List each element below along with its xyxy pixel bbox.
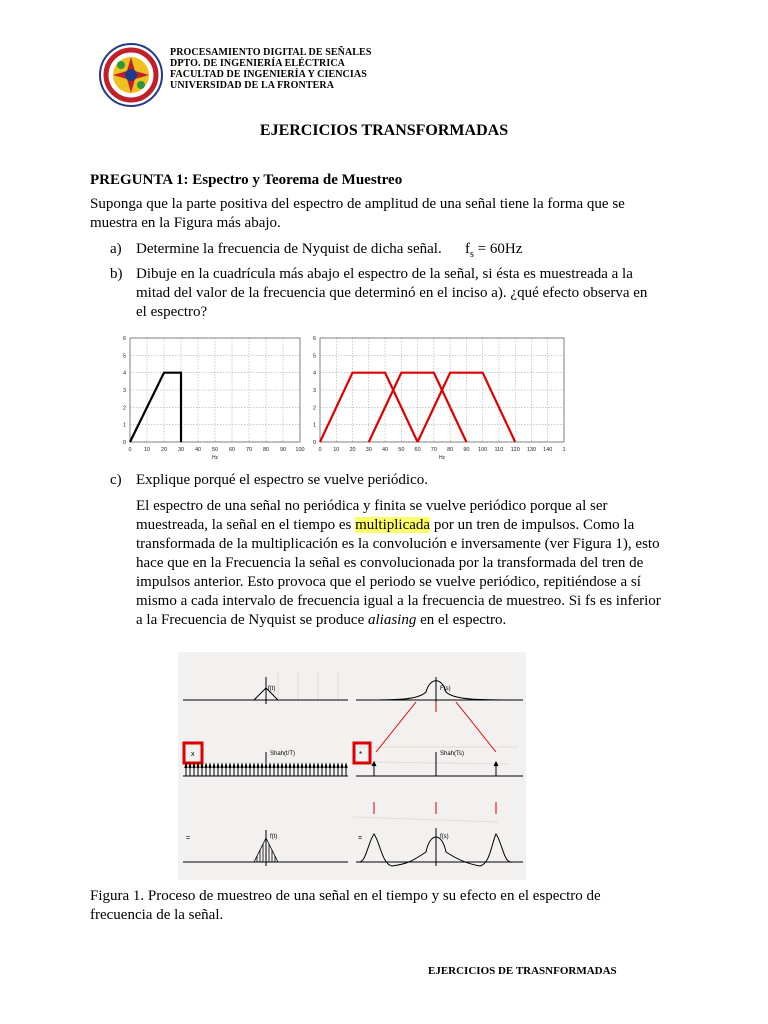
x-tick-label: 60 — [414, 447, 421, 453]
x-tick-label: 80 — [262, 447, 270, 453]
item-b-line-1: Dibuje en la cuadrícula más abajo el espectro de la señal, si ésta es muestreada a la — [136, 266, 633, 282]
x-tick-label: 70 — [245, 447, 253, 453]
fs-sampled-label: f(s) — [440, 834, 449, 840]
x-axis-label: Hz — [211, 455, 219, 460]
x-tick-label: 10 — [143, 447, 151, 453]
y-tick-label: 1 — [312, 422, 316, 429]
Fs-label: F(s) — [440, 686, 451, 692]
x-tick-label: 60 — [228, 447, 236, 453]
x-tick-label: 40 — [194, 447, 202, 453]
highlighted-word: multiplicada — [355, 517, 431, 533]
header-line-4: UNIVERSIDAD DE LA FRONTERA — [170, 80, 335, 91]
ft-label: f(t) — [268, 686, 276, 692]
answer-line-5: impulsos anterior. Esto provoca que el periodo se vuelve periódico, repitiéndose a sí — [136, 574, 641, 590]
x-tick-label: 0 — [128, 447, 132, 453]
x-tick-label: 70 — [430, 447, 437, 453]
item-c-text: Explique porqué el espectro se vuelve periódico. — [136, 472, 428, 488]
figure-caption-line-2: frecuencia de la señal. — [90, 907, 224, 923]
item-a-marker: a) — [110, 241, 122, 257]
shah-s-label: Shah(Ts) — [440, 751, 465, 757]
page-footer: EJERCICIOS DE TRASNFORMADAS — [428, 965, 617, 977]
x-tick-label: 30 — [365, 447, 372, 453]
y-tick-label: 1 — [122, 422, 126, 429]
item-b-marker: b) — [110, 266, 123, 282]
intro-line-1: Suponga que la parte positiva del espectro de amplitud de una señal tiene la forma que se — [90, 196, 625, 212]
x-tick-label: 140 — [543, 447, 553, 453]
x-axis-label: Hz — [438, 455, 446, 460]
answer-line-7: a la Frecuencia de Nyquist se produce aliasing en el espectro. — [136, 612, 507, 628]
item-a-answer: $f_s = 60Hz$ — [465, 241, 523, 260]
multiply-symbol: x — [191, 751, 195, 758]
answer-line-6: mismo a cada intervalo de frecuencia igual a la frecuencia de muestreo. Si fs es inferior — [136, 593, 661, 609]
x-tick-label: 120 — [510, 447, 520, 453]
y-tick-label: 4 — [122, 370, 126, 377]
x-tick-label: 80 — [447, 447, 454, 453]
y-tick-label: 6 — [312, 336, 316, 342]
answer-line-4: hace que en la Frecuencia la señal es convolucionada por la transformada del tren de — [136, 555, 644, 571]
university-seal — [99, 43, 163, 107]
y-tick-label: 5 — [122, 353, 126, 360]
answer-line-1: El espectro de una señal no periódica y finita se vuelve periódico porque al ser — [136, 498, 608, 514]
y-tick-label: 0 — [122, 440, 126, 446]
header-line-1: PROCESAMIENTO DIGITAL DE SEÑALES — [170, 47, 372, 58]
item-b-line-3: el espectro? — [136, 304, 208, 320]
figure-caption-line-1: Figura 1. Proceso de muestreo de una señal en el tiempo y su efecto en el espectro de — [90, 888, 601, 904]
y-tick-label: 5 — [312, 353, 316, 360]
shah-t-label: Shah(t/T) — [270, 751, 296, 757]
x-tick-label: 20 — [160, 447, 168, 453]
equals-left: = — [186, 835, 191, 842]
convolve-symbol: * — [359, 750, 363, 759]
y-tick-label: 4 — [312, 370, 316, 377]
y-tick-label: 2 — [312, 405, 316, 412]
header-line-3: FACULTAD DE INGENIERÍA Y CIENCIAS — [170, 69, 367, 80]
header-line-2: DPTO. DE INGENIERÍA ELÉCTRICA — [170, 58, 345, 69]
y-tick-label: 3 — [312, 388, 316, 394]
figure-1-sampling-diagram — [178, 652, 526, 880]
intro-line-2: muestra en la Figura más abajo. — [90, 215, 281, 231]
x-tick-label: 30 — [177, 447, 185, 453]
y-tick-label: 6 — [122, 336, 126, 342]
x-tick-label: 50 — [398, 447, 405, 453]
item-c-marker: c) — [110, 472, 122, 488]
x-tick-label: 50 — [211, 447, 219, 453]
x-tick-label: 40 — [382, 447, 389, 453]
x-tick-label: 110 — [494, 447, 504, 453]
sampled-spectrum-chart — [308, 330, 570, 460]
y-tick-label: 0 — [312, 440, 316, 446]
x-tick-label: 1 — [562, 447, 566, 453]
equals-right: = — [358, 835, 363, 842]
ft-label-2: f(t) — [270, 834, 278, 840]
answer-line-2: muestreada, la señal en el tiempo es multiplicada por un tren de impulsos. Como la — [136, 517, 635, 533]
answer-line-3: transformada de la multiplicación es la convolución e inversamente (ver Figura 1), esto — [136, 536, 660, 552]
original-spectrum-chart — [118, 330, 308, 460]
x-tick-label: 10 — [333, 447, 340, 453]
x-tick-label: 90 — [463, 447, 470, 453]
page-title: EJERCICIOS TRANSFORMADAS — [259, 122, 509, 139]
x-tick-label: 90 — [279, 447, 287, 453]
y-tick-label: 2 — [122, 405, 126, 412]
x-tick-label: 100 — [295, 447, 305, 453]
item-b-line-2: mitad del valor de la frecuencia que determinó en el inciso a). ¿qué efecto observa en — [136, 285, 648, 301]
x-tick-label: 20 — [349, 447, 356, 453]
item-a-text: Determine la frecuencia de Nyquist de dicha señal. — [136, 241, 442, 257]
x-tick-label: 100 — [478, 447, 488, 453]
y-tick-label: 3 — [122, 388, 126, 394]
x-tick-label: 0 — [318, 447, 322, 453]
question-title: PREGUNTA 1: Espectro y Teorema de Muestreo — [90, 172, 403, 188]
x-tick-label: 130 — [526, 447, 537, 453]
